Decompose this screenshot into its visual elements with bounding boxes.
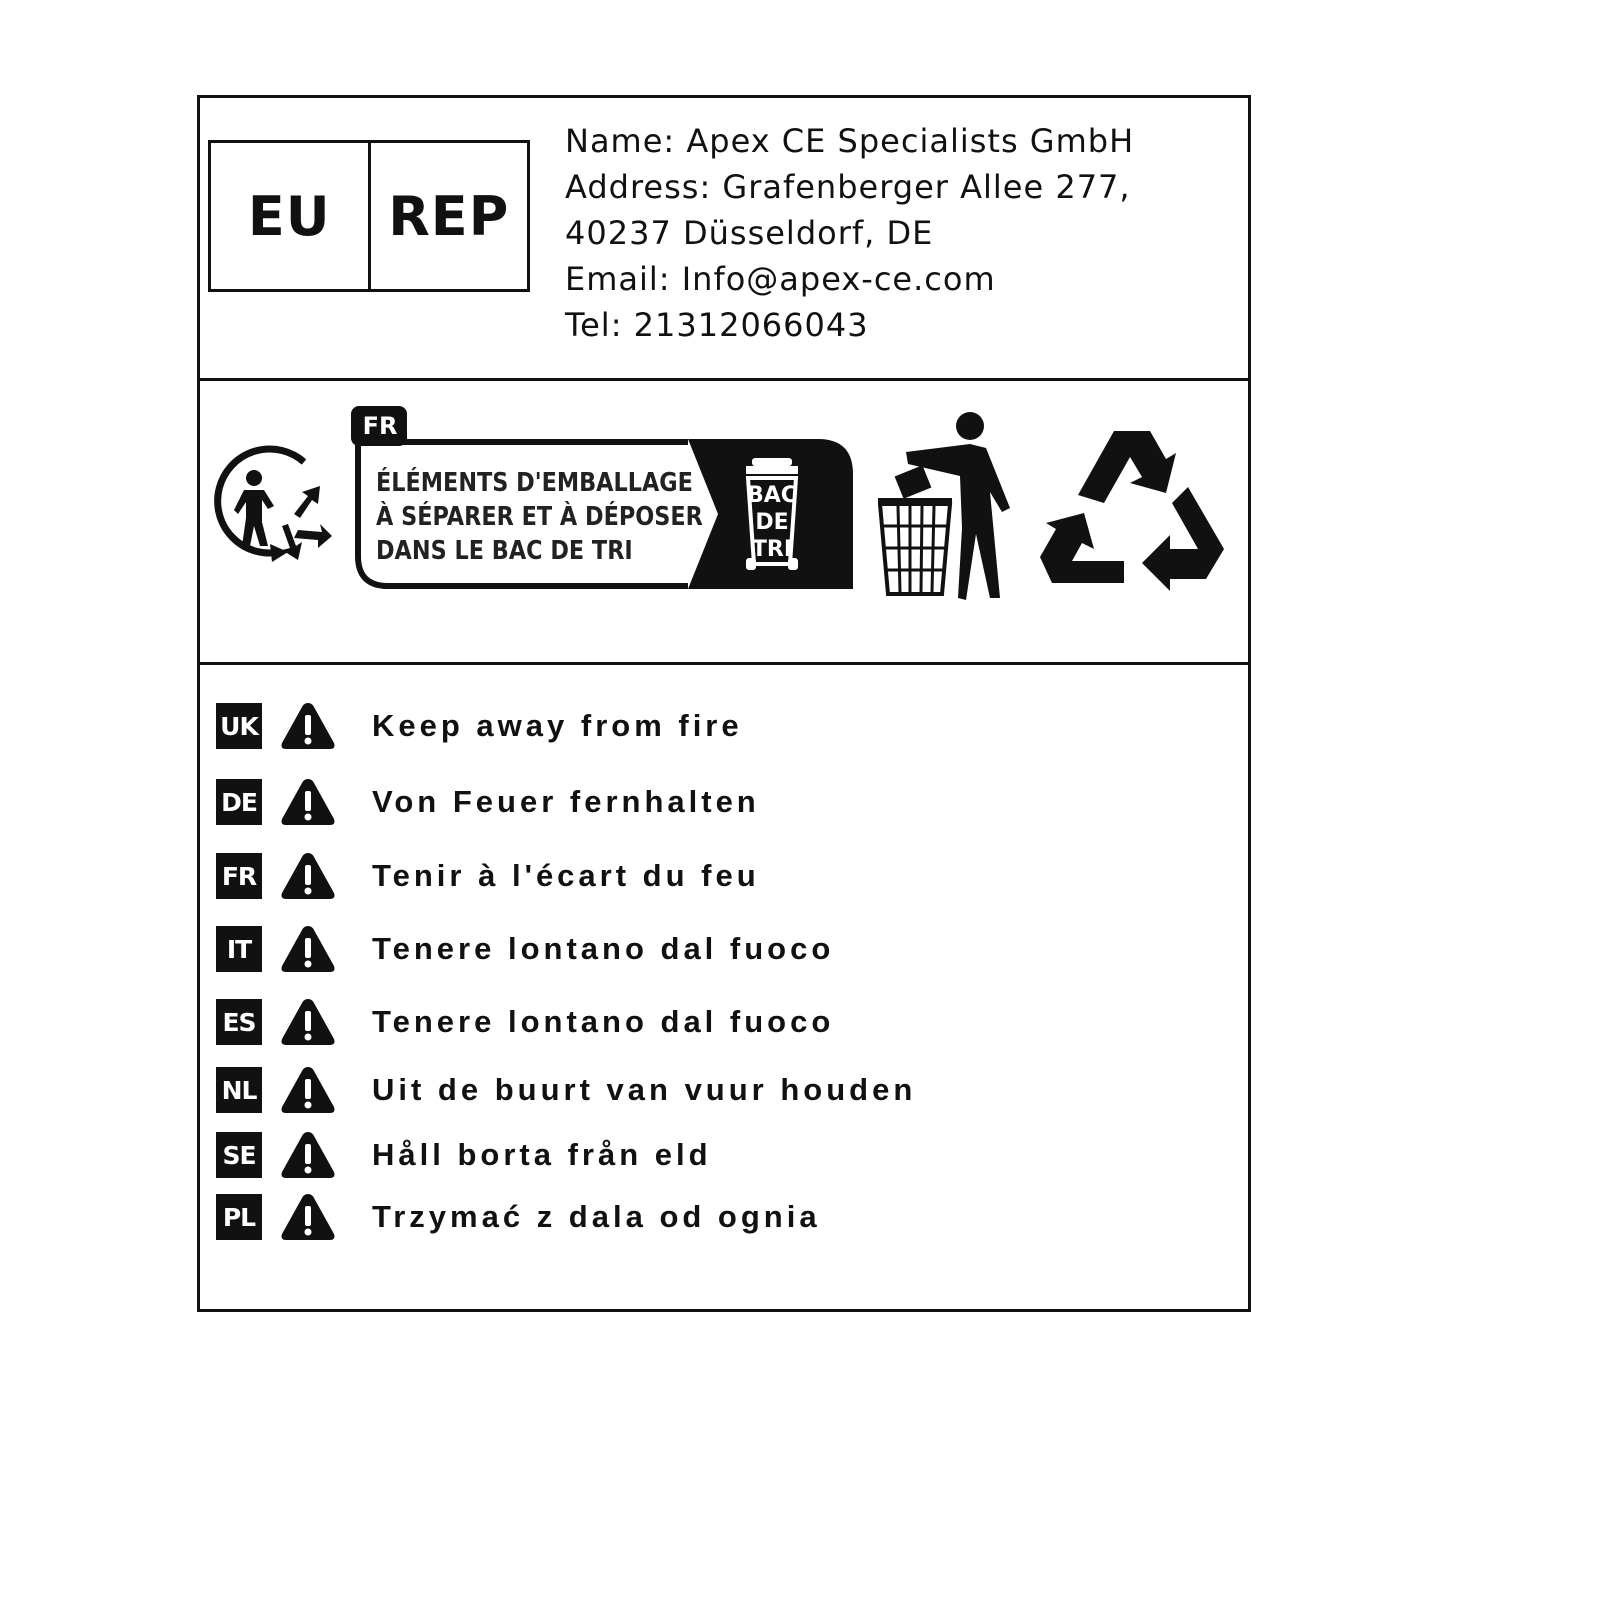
contact-address-line1: Address: Grafenberger Allee 277, [565,168,1131,206]
lang-badge-uk: UK [216,703,262,749]
triman-icon [208,438,334,564]
warning-text-de: Von Feuer fernhalten [372,784,760,819]
warning-text-pl: Trzymać z dala od ognia [372,1199,821,1234]
eu-rep-left-cell: EU [247,184,331,248]
lang-badge-fr: FR [216,853,262,899]
warning-icon [280,1192,336,1242]
product-label [197,95,1251,1312]
lang-badge-it: IT [216,926,262,972]
warning-row-se [216,1130,712,1180]
lang-badge-de: DE [216,779,262,825]
lang-badge-pl: PL [216,1194,262,1240]
warning-icon [280,701,336,751]
warnings-section [200,662,1248,1309]
eu-rep-section [200,98,1248,381]
warning-row-fr [216,851,760,901]
badge-country: FR [362,412,398,440]
warning-row-pl [216,1192,821,1242]
warning-row-uk [216,701,743,751]
tidyman-icon [878,408,1028,608]
contact-block [565,118,1134,348]
warning-row-de [216,777,760,827]
warning-text-se: Håll borta från eld [372,1137,712,1172]
contact-tel: Tel: 21312066043 [565,306,869,344]
warning-icon [280,1065,336,1115]
warning-icon [280,851,336,901]
badge-line-2: À SÉPARER ET À DÉPOSER [376,502,703,532]
warning-text-nl: Uit de buurt van vuur houden [372,1072,917,1107]
recycle-icon [1038,423,1228,608]
bin-line-3: TRI [751,537,793,562]
bin-text [744,482,800,563]
warning-icon [280,997,336,1047]
contact-email: Email: Info@apex-ce.com [565,260,996,298]
warning-row-nl [216,1065,916,1115]
warning-text-uk: Keep away from fire [372,708,743,743]
warning-row-es [216,997,834,1047]
bin-line-1: BAC [747,483,797,508]
lang-badge-es: ES [216,999,262,1045]
warning-text-fr: Tenir à l'écart du feu [372,858,760,893]
warning-text-es: Tenere lontano dal fuoco [372,1004,835,1039]
bin-line-2: DE [755,510,789,535]
badge-line-1: ÉLÉMENTS D'EMBALLAGE [376,468,693,498]
lang-badge-se: SE [216,1132,262,1178]
warning-icon [280,1130,336,1180]
eu-rep-box [208,140,530,292]
eu-rep-right-cell: REP [368,143,528,289]
warning-text-it: Tenere lontano dal fuoco [372,931,835,966]
contact-address-line2: 40237 Düsseldorf, DE [565,214,934,252]
warning-icon [280,777,336,827]
badge-text [376,466,703,568]
triman-info-badge [348,406,858,596]
lang-badge-nl: NL [216,1067,262,1113]
badge-line-3: DANS LE BAC DE TRI [376,536,633,566]
recycling-section [200,378,1248,665]
contact-name: Name: Apex CE Specialists GmbH [565,122,1135,160]
warning-icon [280,924,336,974]
warning-row-it [216,924,834,974]
